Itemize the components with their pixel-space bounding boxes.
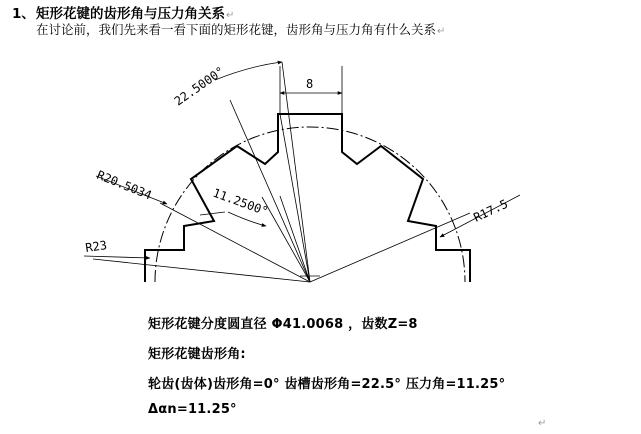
caption-line-1: 矩形花键分度圆直径 Φ41.0068 ，齿数Z=8 xyxy=(148,317,418,332)
section-number: 1、 xyxy=(12,6,35,22)
dim-angle-tooth: 22.5000° xyxy=(171,63,228,109)
dim-radius-pitch: R20.5034 xyxy=(94,167,154,203)
caption-line-3: 轮齿(齿体)齿形角=0° 齿槽齿形角=22.5° 压力角=11.25° xyxy=(148,377,506,392)
dim-width: 8 xyxy=(306,77,314,91)
spline-profile xyxy=(145,114,470,282)
dim-angle-half: 11.2500° xyxy=(210,185,271,219)
paragraph-mark-icon: ↵ xyxy=(538,418,547,429)
intro-text: 在讨论前，我们先来看一看下面的矩形花键，齿形角与压力角有什么关系 xyxy=(36,22,437,37)
section-title: 矩形花键的齿形角与压力角关系 xyxy=(36,6,225,22)
caption-line-2: 矩形花键齿形角: xyxy=(148,347,246,362)
paragraph-mark-icon: ↵ xyxy=(437,26,446,37)
caption-line-4: Δαn=11.25° xyxy=(148,402,237,417)
dim-radius-inner: R17.5 xyxy=(471,196,511,225)
paragraph-mark-icon: ↵ xyxy=(226,10,235,21)
pitch-circle xyxy=(155,127,465,282)
dim-radius-outer: R23 xyxy=(84,238,108,255)
